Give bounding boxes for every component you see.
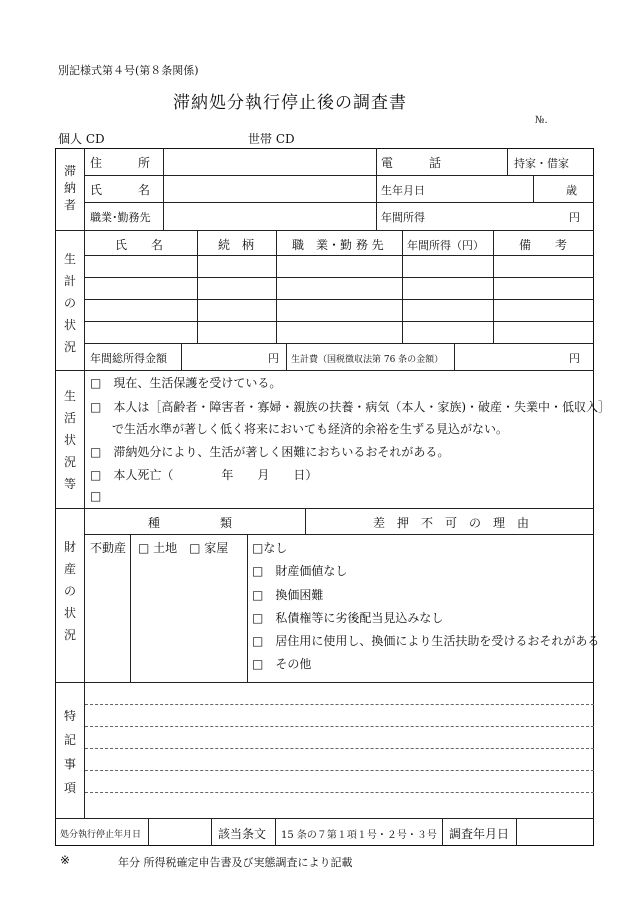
living-status-section-label: 生 活 状 況 等 [63, 389, 76, 491]
annual-income-label: 年間所得 [381, 211, 425, 224]
living-cost-label: 生計費（国税徴収法第 76 条の金額） [291, 355, 444, 365]
reason-residential[interactable]: □ 居住用に使用し、換価により生活扶助を受けるおそれがある [252, 634, 600, 648]
land-house-checkboxes[interactable]: □ 土地 □ 家屋 [138, 541, 229, 555]
reason-none[interactable]: □なし [252, 541, 288, 555]
status-item-hardship-cont: で生活水準が著しく低く将来においても経済的余裕を生ずる見込がない。 [112, 422, 509, 436]
survey-date-label: 調査年月日 [449, 827, 510, 841]
reason-hard-to-liquidate[interactable]: □ 換価困難 [252, 588, 324, 602]
col-property-type: 種 類 [148, 516, 233, 530]
address-label: 住 所 [90, 156, 151, 170]
reason-other[interactable]: □ その他 [252, 657, 312, 671]
col-annual-income: 年間所得（円） [407, 239, 484, 252]
phone-label: 電 話 [381, 156, 442, 170]
living-cost-yen: 円 [569, 352, 580, 365]
col-seizure-reason: 差 押 不 可 の 理 由 [373, 516, 530, 530]
personal-cd-label: 個人 CD [58, 132, 105, 146]
article-label: 該当条文 [218, 827, 267, 841]
owned-rented-label: 持家・借家 [514, 157, 569, 170]
notes-section-label: 特 記 事 項 [63, 709, 76, 795]
stop-date-label: 処分執行停止年月日 [60, 830, 142, 840]
col-relationship: 続 柄 [218, 238, 255, 252]
notes-line [85, 770, 594, 771]
annual-income-yen: 円 [569, 211, 580, 224]
notes-line [85, 726, 594, 727]
realestate-label: 不動産 [90, 541, 127, 555]
name-label: 氏 名 [90, 183, 151, 197]
col-remarks: 備 考 [519, 238, 568, 252]
page-title: 滞納処分執行停止後の調査書 [173, 93, 407, 113]
note-mark: ※ [60, 853, 71, 867]
col-name: 氏 名 [115, 238, 164, 252]
article-value: 15 条の７第１項１号・２号・３号 [281, 830, 437, 841]
age-unit: 歳 [566, 184, 577, 197]
notes-line [85, 704, 594, 705]
form-number: 別記様式第４号(第８条関係) [58, 64, 199, 77]
notes-line [85, 792, 594, 793]
livelihood-section-label: 生 計 の 状 況 [63, 252, 76, 354]
notes-line [85, 748, 594, 749]
reason-subordinate[interactable]: □ 私債権等に劣後配当見込みなし [252, 611, 444, 625]
delinquent-section-label: 滞 納 者 [63, 164, 76, 212]
status-item-other-checkbox[interactable]: □ [90, 489, 102, 503]
status-item-difficulty[interactable]: □ 滞納処分により、生活が著しく困難におちいるおそれがある。 [90, 445, 450, 459]
col-occupation: 職 業・勤 務 先 [292, 238, 384, 252]
number-label: №. [535, 115, 548, 126]
total-income-yen: 円 [268, 352, 279, 365]
birthdate-label: 生年月日 [381, 184, 425, 197]
occupation-label: 職業･勤務先 [90, 211, 151, 224]
total-income-label: 年間総所得金額 [90, 352, 167, 365]
bottom-note: 年分 所得税確定申告書及び実態調査により記載 [118, 856, 353, 869]
property-section-label: 財 産 の 状 況 [63, 540, 76, 642]
status-item-welfare[interactable]: □ 現在、生活保護を受けている。 [90, 376, 282, 390]
status-item-deceased[interactable]: □ 本人死亡（ 年 月 日） [90, 468, 318, 482]
household-cd-label: 世帯 CD [248, 132, 295, 146]
reason-no-value[interactable]: □ 財産価値なし [252, 564, 348, 578]
status-item-hardship[interactable]: □ 本人は［高齢者・障害者・寡婦・親族の扶養・病気（本人・家族)・破産・失業中・低収入］ [90, 400, 611, 414]
